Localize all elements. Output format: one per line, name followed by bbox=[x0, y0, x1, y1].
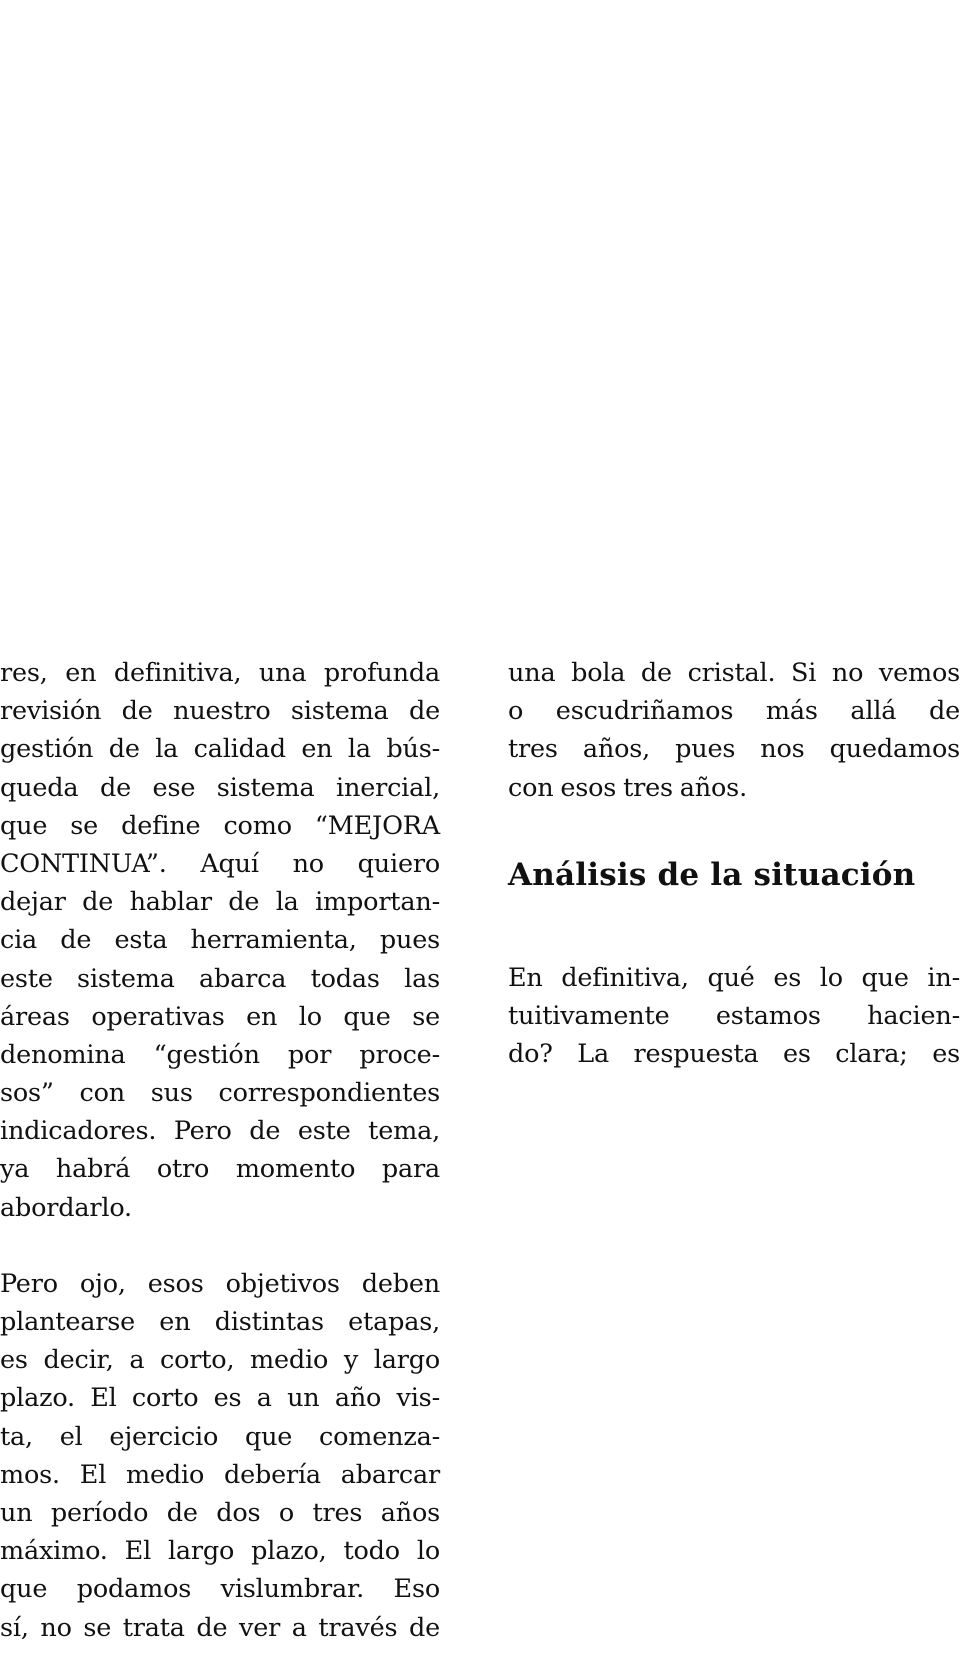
text-line: es decir, a corto, medio y largo bbox=[0, 1345, 440, 1376]
paragraph-bola-de-cristal bbox=[508, 654, 960, 807]
text-line: gestión de la calidad en la bús- bbox=[0, 734, 440, 765]
text-line: dejar de hablar de la importan- bbox=[0, 887, 440, 918]
paragraph-objetivos-etapas bbox=[0, 1265, 440, 1647]
text-line: sos” con sus correspondientes bbox=[0, 1078, 440, 1109]
text-line: este sistema abarca todas las bbox=[0, 963, 440, 994]
text-line: res, en definitiva, una profunda bbox=[0, 658, 440, 688]
text-line: que se define como “MEJORA bbox=[0, 810, 440, 841]
text-line: plantearse en distintas etapas, bbox=[0, 1307, 440, 1337]
left-column bbox=[0, 654, 440, 1647]
text-line: abordarlo. bbox=[0, 1192, 132, 1223]
right-column bbox=[508, 654, 960, 1073]
paragraph-mejora-continua bbox=[0, 654, 440, 1227]
paragraph-analisis bbox=[508, 959, 960, 1074]
text-line: cia de esta herramienta, pues bbox=[0, 925, 440, 956]
text-line: un período de dos o tres años bbox=[0, 1497, 440, 1528]
text-line: máximo. El largo plazo, todo lo bbox=[0, 1536, 440, 1567]
text-line: indicadores. Pero de este tema, bbox=[0, 1116, 440, 1147]
text-line: ya habrá otro momento para bbox=[0, 1154, 440, 1185]
text-line: una bola de cristal. Si no vemos bbox=[508, 658, 960, 688]
text-line: plazo. El corto es a un año vis- bbox=[0, 1383, 440, 1414]
paragraph-spacer bbox=[0, 1227, 440, 1265]
text-line: mos. El medio debería abarcar bbox=[0, 1459, 440, 1490]
text-line: Pero ojo, esos objetivos deben bbox=[0, 1268, 440, 1299]
text-line: queda de ese sistema inercial, bbox=[0, 772, 440, 803]
text-line: En definitiva, qué es lo que in- bbox=[508, 962, 960, 993]
text-line: áreas operativas en lo que se bbox=[0, 1001, 440, 1032]
text-line: tres años, pues nos quedamos bbox=[508, 734, 960, 765]
text-line: ta, el ejercicio que comenza- bbox=[0, 1421, 440, 1452]
text-line: revisión de nuestro sistema de bbox=[0, 696, 440, 727]
text-line: con esos tres años. bbox=[508, 772, 747, 803]
section-heading-block bbox=[508, 855, 960, 895]
text-line: denomina “gestión por proce- bbox=[0, 1039, 440, 1070]
text-line: sí, no se trata de ver a través de bbox=[0, 1612, 440, 1643]
section-heading: Análisis de la situación bbox=[508, 856, 916, 893]
text-line: tuitivamente estamos hacien- bbox=[508, 1000, 960, 1031]
text-line: que podamos vislumbrar. Eso bbox=[0, 1574, 440, 1605]
text-line: do? La respuesta es clara; es bbox=[508, 1039, 960, 1070]
text-line: CONTINUA”. Aquí no quiero bbox=[0, 848, 440, 879]
text-line: o escudriñamos más allá de bbox=[508, 696, 960, 727]
